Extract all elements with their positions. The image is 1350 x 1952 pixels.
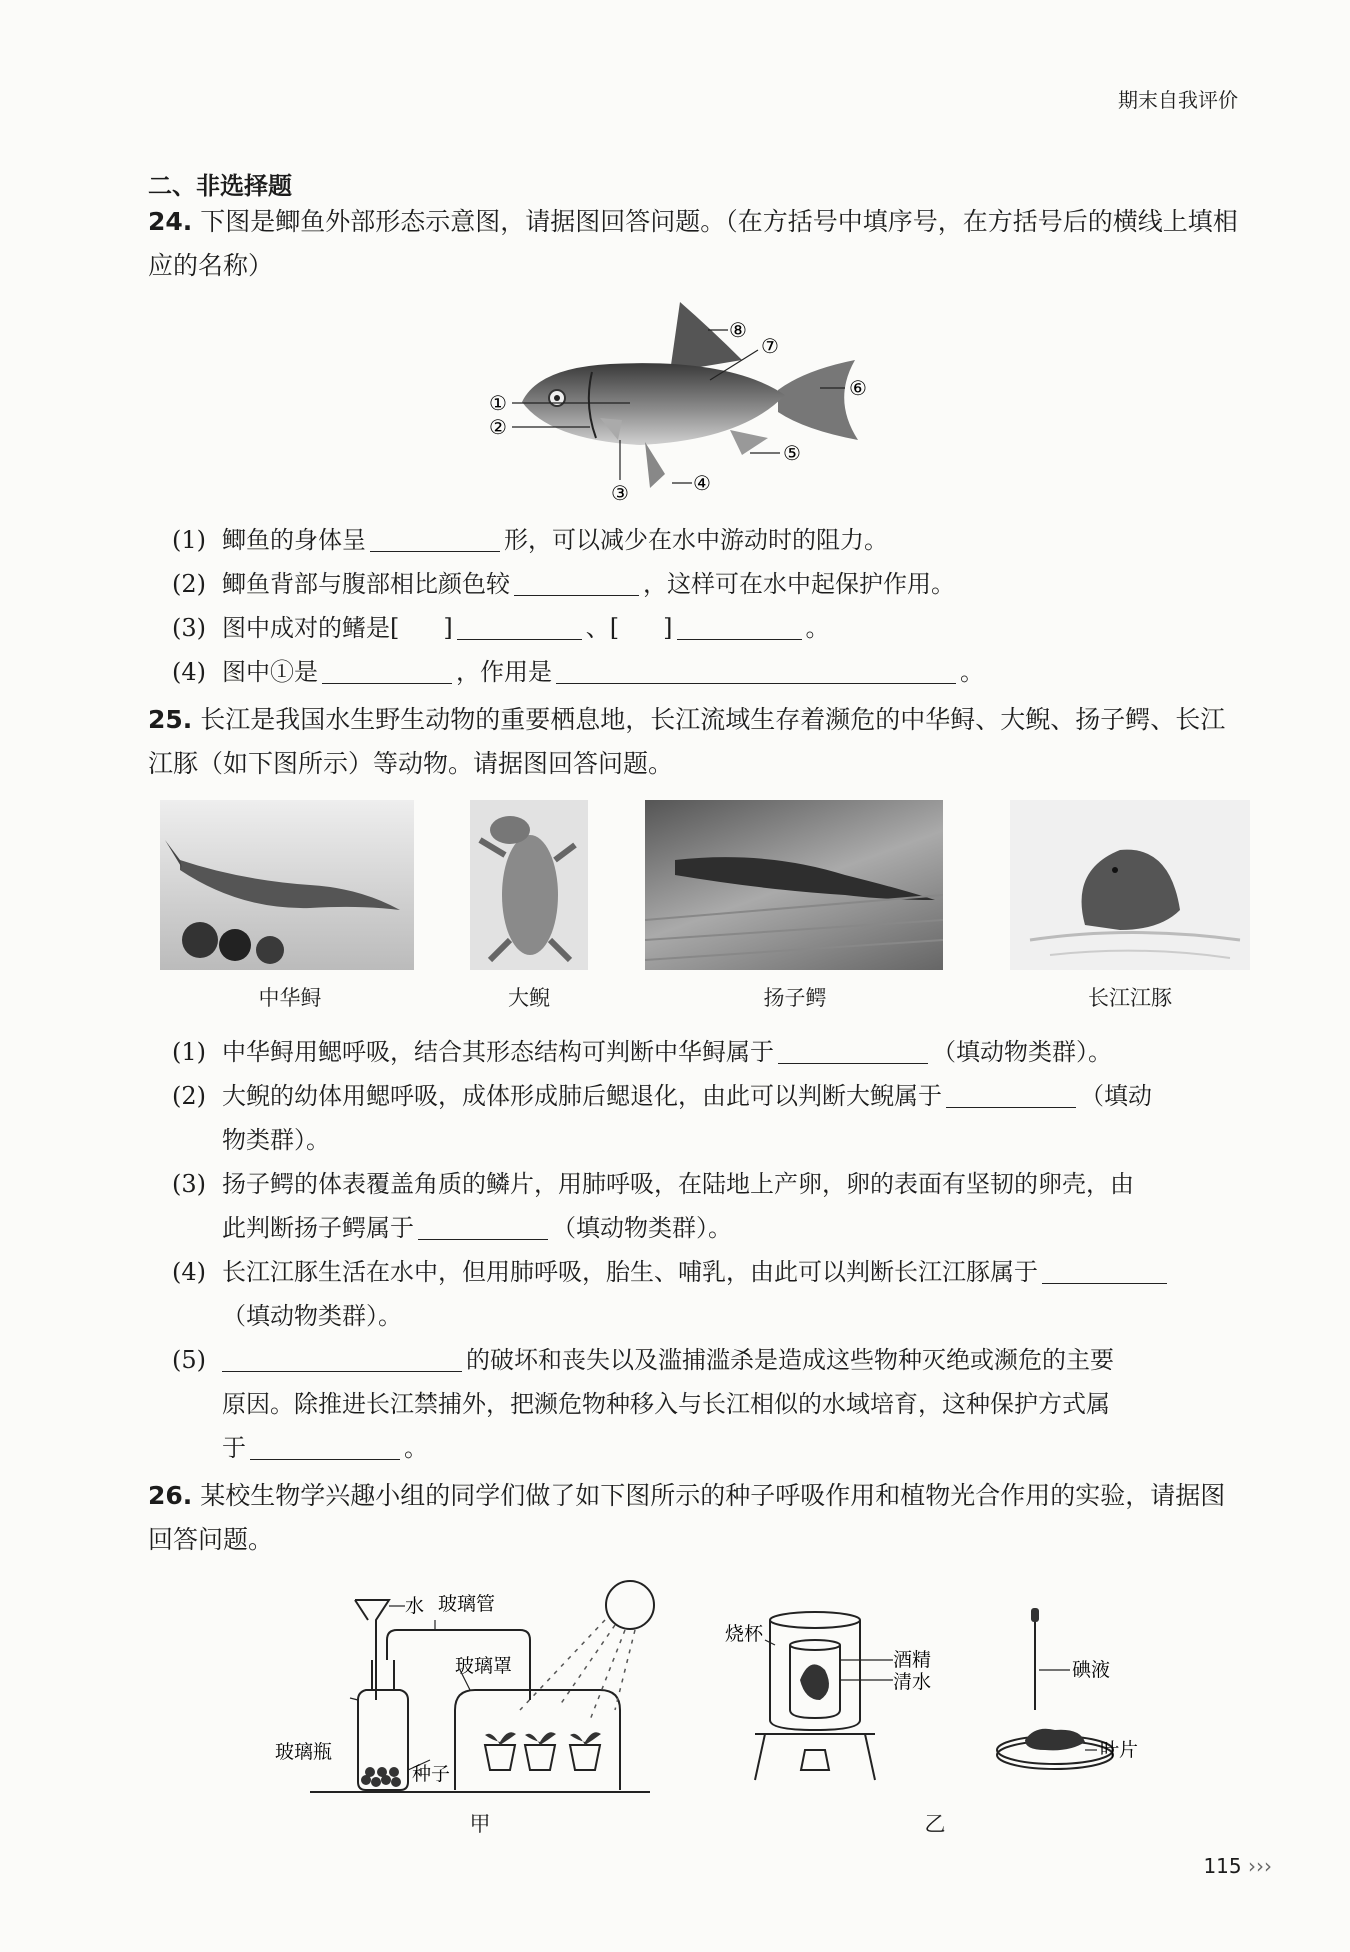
fish-pupil — [554, 395, 560, 401]
answer-blank[interactable] — [778, 1037, 928, 1064]
label-7: ⑦ — [761, 334, 779, 358]
photo-giant-salamander — [470, 800, 588, 970]
q24-item-3: (3) 图中成对的鳍是[ ] 、[ ] 。 — [172, 614, 830, 642]
caption-giant-salamander: 大鲵 — [508, 986, 550, 1010]
q24-item-1: (1) 鲫鱼的身体呈 形，可以减少在水中游动时的阻力。 — [172, 526, 888, 554]
label-beaker: 烧杯 — [725, 1623, 764, 1645]
experiment-yi-figure — [725, 1600, 1205, 1790]
caption-chinese-sturgeon: 中华鲟 — [258, 986, 322, 1010]
anal-fin — [730, 430, 768, 455]
label-3: ③ — [611, 481, 629, 505]
question-text: 长江是我国水生野生动物的重要栖息地，长江流域生存着濒危的中华鲟、大鲵、扬子鳄、长江江豚（如下图所示）等动物。请据图回答问题。 — [148, 705, 1226, 778]
q25-item-1: (1) 中华鲟用鳃呼吸，结合其形态结构可判断中华鲟属于 （填动物类群）。 — [172, 1038, 1112, 1066]
pelvic-fin — [645, 442, 665, 488]
q24-item-2: (2) 鲫鱼背部与腹部相比颜色较 ，这样可在水中起保护作用。 — [172, 570, 955, 598]
label-iodine: 碘液 — [1072, 1659, 1111, 1681]
label-glass-tube: 玻璃管 — [438, 1593, 496, 1615]
page-arrows: ››› — [1248, 1854, 1272, 1878]
answer-blank[interactable] — [457, 613, 582, 640]
experiment-jia-figure — [270, 1570, 700, 1830]
question-26-stem — [148, 1474, 1240, 1562]
photo-chinese-sturgeon — [160, 800, 414, 970]
caption-yi: 乙 — [924, 1812, 946, 1836]
page-header: 期末自我评价 — [1118, 88, 1238, 112]
q24-item-4: (4) 图中①是 ，作用是 。 — [172, 658, 984, 686]
question-number: 26. — [148, 1481, 193, 1510]
answer-blank[interactable] — [556, 657, 956, 684]
answer-blank[interactable] — [250, 1433, 400, 1460]
label-6: ⑥ — [849, 376, 867, 400]
caption-finless-porpoise: 长江江豚 — [1088, 986, 1172, 1010]
page-number: 115 ››› — [1203, 1854, 1272, 1878]
caption-jia: 甲 — [469, 1812, 491, 1836]
label-clear-water: 清水 — [893, 1671, 932, 1693]
q25-item-3: (3) 扬子鳄的体表覆盖角质的鳞片，用肺呼吸，在陆地上产卵，卵的表面有坚韧的卵壳，由 此判断扬子鳄属于 （填动物类群）。 — [172, 1170, 1134, 1242]
q25-item-4: (4) 长江江豚生活在水中，但用肺呼吸，胎生、哺乳，由此可以判断长江江豚属于 （填动物类群）。 — [172, 1250, 1242, 1338]
label-5: ⑤ — [783, 441, 801, 465]
answer-blank[interactable] — [677, 613, 802, 640]
answer-blank[interactable] — [514, 569, 639, 596]
caudal-fin — [778, 360, 858, 440]
question-text: 下图是鲫鱼外部形态示意图，请据图回答问题。（在方括号中填序号，在方括号后的横线上填相应的名称） — [148, 207, 1238, 280]
label-glass-cover: 玻璃罩 — [455, 1655, 513, 1677]
question-number: 25. — [148, 705, 193, 734]
label-seed: 种子 — [412, 1763, 451, 1785]
label-4: ④ — [693, 471, 711, 495]
answer-blank[interactable] — [370, 525, 500, 552]
label-leaf: 叶片 — [1100, 1739, 1139, 1761]
question-24-stem — [148, 200, 1240, 288]
label-alcohol: 酒精 — [893, 1649, 932, 1671]
label-glass-bottle: 玻璃瓶 — [275, 1741, 333, 1763]
section-title: 二、非选择题 — [148, 172, 292, 200]
question-25-stem — [148, 698, 1240, 786]
answer-blank[interactable] — [222, 1345, 462, 1372]
label-8: ⑧ — [729, 318, 747, 342]
answer-blank[interactable] — [322, 657, 452, 684]
photo-chinese-alligator — [645, 800, 943, 970]
caption-chinese-alligator: 扬子鳄 — [763, 986, 827, 1010]
answer-blank[interactable] — [418, 1213, 548, 1240]
crucian-carp-figure — [480, 290, 880, 525]
answer-blank[interactable] — [946, 1081, 1076, 1108]
q25-item-2: (2) 大鲵的幼体用鳃呼吸，成体形成肺后鳃退化，由此可以判断大鲵属于 （填动 物类群）。 — [172, 1082, 1152, 1154]
label-1: ① — [489, 391, 507, 415]
question-number: 24. — [148, 207, 193, 236]
label-2: ② — [489, 415, 507, 439]
q25-item-5: (5) 的破坏和丧失以及滥捕滥杀是造成这些物种灭绝或濒危的主要 原因。除推进长江禁捕外，把濒危物种移入与长江相似的水域培育，这种保护方式属 于 。 — [172, 1346, 1114, 1462]
label-water: 水 — [405, 1595, 425, 1617]
photo-finless-porpoise — [1010, 800, 1250, 970]
question-text: 某校生物学兴趣小组的同学们做了如下图所示的种子呼吸作用和植物光合作用的实验，请据图回答问题。 — [148, 1481, 1226, 1554]
answer-blank[interactable] — [1042, 1257, 1167, 1284]
